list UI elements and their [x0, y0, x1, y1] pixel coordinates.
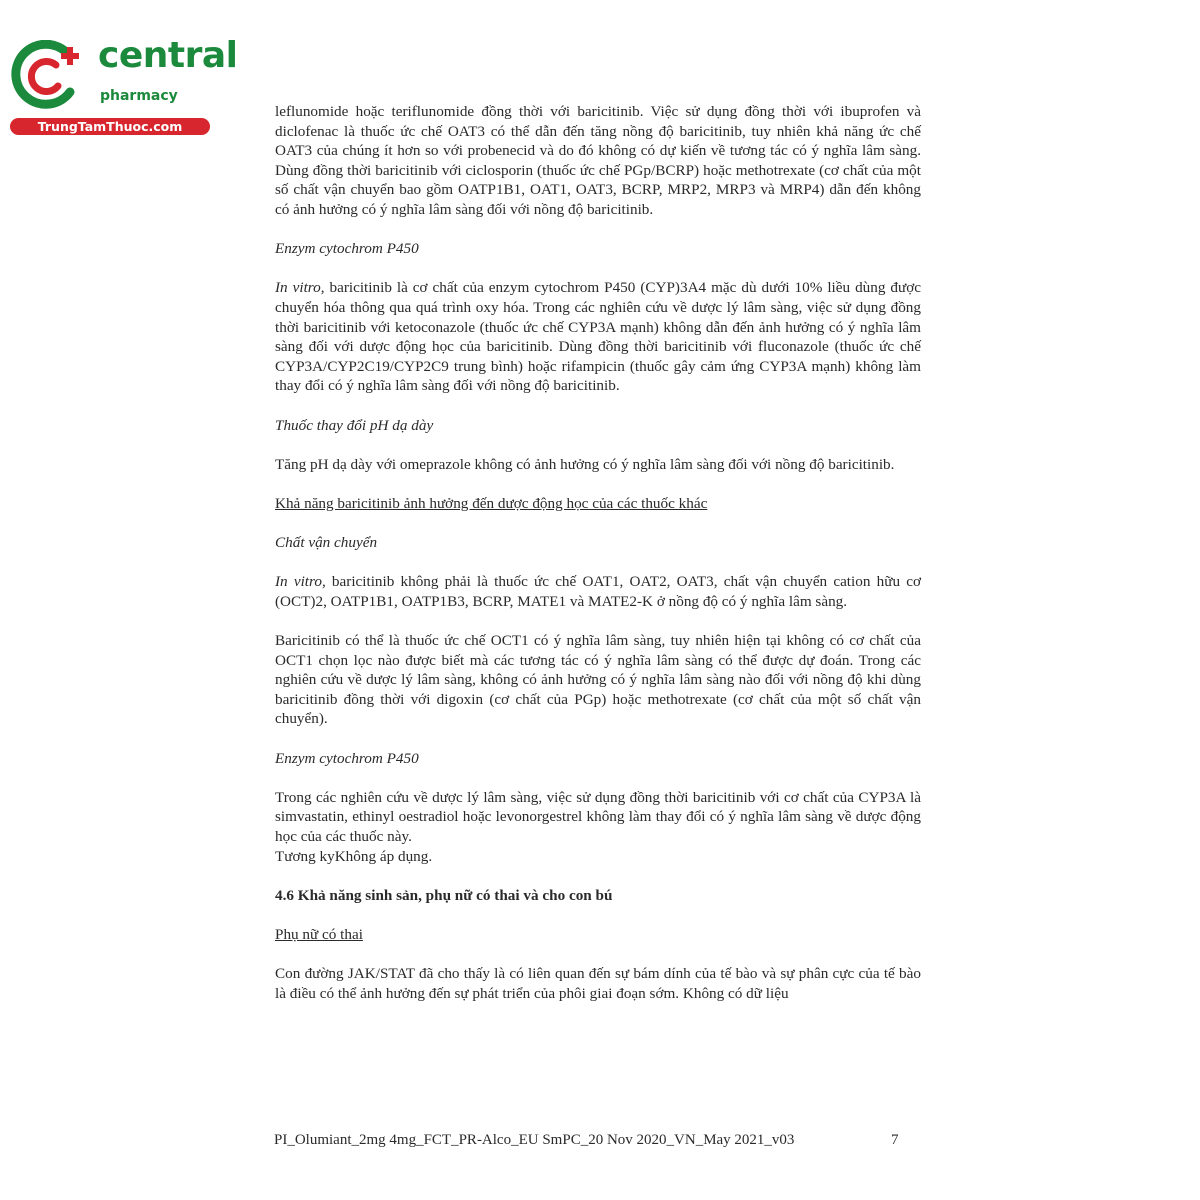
paragraph-omeprazole: Tăng pH dạ dày với omeprazole không có ảnh hưởng có ý nghĩa lâm sàng đối với nồng độ baricitinib. — [275, 455, 895, 473]
logo-name: central — [98, 35, 238, 76]
logo-subtitle: pharmacy — [100, 88, 178, 104]
page-footer — [274, 1132, 914, 1149]
logo-url-badge: TrungTamThuoc.com — [10, 118, 210, 135]
pharmacy-logo-icon — [10, 40, 90, 112]
heading-transporters: Chất vận chuyển — [275, 534, 378, 552]
paragraph-oct1: Baricitinib có thể là thuốc ức chế OCT1 có ý nghĩa lâm sàng, tuy nhiên hiện tại không có cơ chất của OCT1 chọn lọc nào được biết mà các tương tác có ý nghĩa lâm sàng có thể được dự đoán. Trong các nghiên cứu về dược lý lâm sàng, không có ảnh hưởng có ý nghĩa lâm sàng nào đối với nồng độ khi dùng baricitinib đồng thời với digoxin (cơ chất của PGp) hoặc methotrexate (cơ chất của một số chất vận chuyển). — [275, 632, 921, 728]
document-body — [275, 102, 921, 1003]
in-vitro-label: In vitro — [275, 279, 321, 297]
section-heading-4-6: 4.6 Khả năng sinh sản, phụ nữ có thai và cho con bú — [275, 886, 613, 904]
pharmacy-logo — [10, 35, 238, 138]
heading-cytochrome-p450: Enzym cytochrom P450 — [275, 240, 419, 258]
paragraph-text: , baricitinib là cơ chất của enzym cytochrom P450 (CYP)3A4 mặc dù dưới 10% liều dùng được chuyển hóa thông qua quá trình oxy hóa. Trong các nghiên cứu về dược lý lâm sàng, việc sử dụng đồng thời baricitinib với ketoconazole (thuốc ức chế CYP3A mạnh) không dẫn đến ảnh hưởng có ý nghĩa lâm sàng đối với dược động học của baricitinib. Dùng đồng thời baricitinib với fluconazole (thuốc ức chế CYP3A/CYP2C19/CYP2C9 trung bình) hoặc rifampicin (thuốc gây cảm ứng CYP3A mạnh) không làm thay đổi có ý nghĩa lâm sàng đối với nồng độ baricitinib. — [275, 279, 921, 395]
paragraph-incompatibility: Tương kyKhông áp dụng. — [275, 847, 433, 865]
paragraph-jak-stat: Con đường JAK/STAT đã cho thấy là có liên quan đến sự bám dính của tế bào và sự phân cực của tế bào là điều có thể ảnh hưởng đến sự phát triển của phôi giai đoạn sớm. Không có dữ liệu — [275, 965, 921, 1002]
page-number: 7 — [891, 1132, 899, 1148]
heading-pregnant-women: Phụ nữ có thai — [275, 925, 363, 943]
paragraph-text: , baricitinib không phải là thuốc ức chế OAT1, OAT2, OAT3, chất vận chuyển cation hữu cơ (OCT)2, OATP1B1, OATP1B3, BCRP, MATE1 và MATE2-K ở nồng độ có ý nghĩa lâm sàng. — [275, 573, 921, 610]
heading-ph-drugs: Thuốc thay đổi pH dạ dày — [275, 416, 434, 434]
paragraph-leflunomide: leflunomide hoặc teriflunomide đồng thời với baricitinib. Việc sử dụng đồng thời với ibuprofen và diclofenac là thuốc ức chế OAT3 có thể dẫn đến tăng nồng độ baricitinib, tuy nhiên khả năng ức chế OAT3 của chúng ít hơn so với probenecid và do đó không có dự kiến về tương tác có ý nghĩa lâm sàng. Dùng đồng thời baricitinib với ciclosporin (thuốc ức chế PGp/BCRP) hoặc methotrexate (cơ chất của một số chất vận chuyển bao gồm OATP1B1, OAT1, OAT3, BCRP, MRP2, MRP3 và MRP4) dẫn đến không có ảnh hưởng có ý nghĩa lâm sàng đối với nồng độ baricitinib. — [275, 103, 921, 218]
heading-cytochrome-p450-2: Enzym cytochrom P450 — [275, 749, 419, 767]
paragraph-in-vitro-transporters — [275, 572, 921, 611]
paragraph-in-vitro-cyp3a4 — [275, 278, 921, 396]
in-vitro-label: In vitro — [275, 573, 322, 591]
footer-document-id: PI_Olumiant_2mg 4mg_FCT_PR-Alco_EU SmPC_20 Nov 2020_VN_May 2021_v03 — [274, 1132, 795, 1148]
paragraph-cyp3a-substrates: Trong các nghiên cứu về dược lý lâm sàng, việc sử dụng đồng thời baricitinib với cơ chất của CYP3A là simvastatin, ethinyl oestradiol hoặc levonorgestrel không làm thay đổi có ý nghĩa lâm sàng về dược động học của các thuốc này. — [275, 788, 921, 845]
heading-effect-on-other-drugs: Khả năng baricitinib ảnh hưởng đến dược động học của các thuốc khác — [275, 494, 708, 512]
